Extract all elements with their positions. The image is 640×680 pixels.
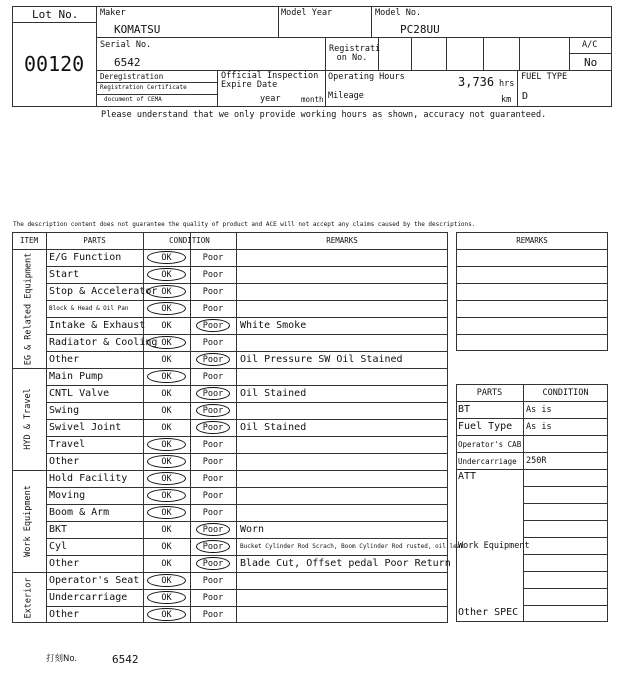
right-condition-value: As is [526,422,552,432]
ok-option[interactable]: OK [161,525,172,535]
disclaimer: The description content does not guarantee the quality of product and ACE will not accept any claims caused by the descriptions. [13,221,476,228]
ok-selected-mark [147,438,186,451]
other-spec-label: Other SPEC [458,607,519,618]
ac-label: A/C [582,40,598,50]
poor-option[interactable]: Poor [202,440,224,450]
ok-option[interactable]: OK [161,474,172,484]
poor-option[interactable]: Poor [202,593,224,603]
fuel-type-label: FUEL TYPE [521,72,568,82]
part-name: Swing [49,405,80,416]
ok-option[interactable]: OK [161,321,172,331]
cema-label: document of CEMA [104,96,162,103]
part-name: Undercarriage [49,592,128,603]
ok-option[interactable]: OK [161,440,172,450]
deregistration-label: Deregistration [100,72,164,81]
ok-option[interactable]: OK [161,593,172,603]
part-name: Boom & Arm [49,507,110,518]
part-name: Intake & Exhaust [49,320,146,331]
right-part-name: BT [458,404,471,415]
right-condition-header: CONDITION [542,388,589,398]
remarks-header: REMARKS [326,236,358,245]
remark-text: Worn [240,524,265,535]
poor-option[interactable]: Poor [202,559,224,569]
maker-label: Maker [100,8,126,18]
remark-text: Bucket Cylinder Rod Scrach, Boom Cylinder Rod rusted, oil leak [240,543,464,550]
work-equipment-label: Work Equipment [458,541,530,551]
serial-label: Serial No. [100,40,152,50]
part-name: Other [49,609,80,620]
ok-option[interactable]: OK [161,389,172,399]
lot-label: Lot No. [32,8,79,21]
right-parts-header: PARTS [476,388,503,398]
mileage-label: Mileage [328,91,364,101]
ok-selected-mark [147,251,186,264]
remark-text: Oil Pressure SW Oil Stained [240,354,403,365]
ok-option[interactable]: OK [161,287,172,297]
remark-text: White Smoke [240,320,307,331]
poor-option[interactable]: Poor [202,270,224,280]
poor-selected-mark [196,523,230,536]
poor-selected-mark [196,421,230,434]
poor-selected-mark [196,557,230,570]
model-no-value: PC28UU [400,23,440,36]
ok-option[interactable]: OK [161,576,172,586]
ok-option[interactable]: OK [161,406,172,416]
ok-option[interactable]: OK [161,304,172,314]
ok-option[interactable]: OK [161,457,172,467]
poor-option[interactable]: Poor [202,338,224,348]
ok-selected-mark [147,268,186,281]
poor-selected-mark [196,540,230,553]
part-name: Cyl [49,541,68,552]
poor-option[interactable]: Poor [202,457,224,467]
ok-selected-mark [147,608,186,621]
part-name: E/G Function [49,252,122,263]
poor-selected-mark [196,387,230,400]
ok-option[interactable]: OK [161,542,172,552]
poor-option[interactable]: Poor [202,372,224,382]
part-name: Main Pump [49,371,104,382]
poor-option[interactable]: Poor [202,576,224,586]
year-label: year [260,94,281,104]
hours-notice: Please understand that we only provide working hours as shown, accuracy not guaranteed. [101,110,547,120]
part-name: Other [49,456,80,467]
fuel-type-value: D [522,91,529,102]
remark-text: Blade Cut, Offset pedal Poor Return [240,558,451,569]
ok-option[interactable]: OK [161,559,172,569]
poor-option[interactable]: Poor [202,321,224,331]
registration-label: Registrati on No. [329,44,381,64]
att-label: ATT [458,471,477,482]
poor-option[interactable]: Poor [202,525,224,535]
inspection-label: Official Inspection [221,71,319,81]
right-condition-value: As is [526,405,552,415]
ok-option[interactable]: OK [161,253,172,263]
operating-hours-value: 3,736 [458,75,495,89]
ok-option[interactable]: OK [161,270,172,280]
poor-option[interactable]: Poor [202,474,224,484]
ok-selected-mark [147,574,186,587]
maker-value: KOMATSU [114,23,161,36]
part-name: Hold Facility [49,473,128,484]
part-name: Swivel Joint [49,422,122,433]
ok-selected-mark [147,489,186,502]
ok-selected-mark [147,591,186,604]
poor-option[interactable]: Poor [202,610,224,620]
lot-number: 00120 [24,52,85,76]
ok-option[interactable]: OK [161,610,172,620]
ok-option[interactable]: OK [161,491,172,501]
poor-option[interactable]: Poor [202,304,224,314]
poor-selected-mark [196,353,230,366]
group-label: Exterior [23,577,33,618]
km-label: km [501,95,512,105]
group-label: HYD & Travel [23,388,33,450]
ok-option[interactable]: OK [161,423,172,433]
part-name: Moving [49,490,86,501]
right-remarks-header: REMARKS [516,236,548,245]
poor-option[interactable]: Poor [202,423,224,433]
ok-option[interactable]: OK [161,508,172,518]
ok-selected-mark [147,336,186,349]
part-name: Operator's Seat [49,575,140,586]
model-year-label: Model Year [281,8,333,18]
part-name: Radiator & Cooling [49,337,158,348]
right-part-name: Undercarriage [458,457,517,466]
group-label: Work Equipment [23,485,33,557]
part-name: Other [49,354,80,365]
group-label: EG & Related Equipment [23,252,33,365]
ok-option[interactable]: OK [161,338,172,348]
poor-option[interactable]: Poor [202,406,224,416]
part-name: BKT [49,524,68,535]
ok-option[interactable]: OK [161,372,172,382]
poor-option[interactable]: Poor [202,508,224,518]
parts-header: PARTS [83,236,106,245]
poor-option[interactable]: Poor [202,253,224,263]
part-name: Travel [49,439,86,450]
poor-option[interactable]: Poor [202,355,224,365]
month-label: month [301,95,324,104]
poor-selected-mark [196,319,230,332]
poor-option[interactable]: Poor [202,287,224,297]
right-part-name: Operator's CAB [458,440,522,449]
ok-selected-mark [147,302,186,315]
ok-selected-mark [147,455,186,468]
serial-value: 6542 [114,56,141,69]
model-no-label: Model No. [375,8,422,18]
ok-selected-mark [147,285,186,298]
remark-text: Oil Stained [240,388,307,399]
expire-date-label: Expire Date [221,80,278,90]
stamp-value: 6542 [112,653,139,666]
poor-selected-mark [196,404,230,417]
ok-selected-mark [147,472,186,485]
condition-header: CONDITION [169,236,210,245]
ac-value: No [584,56,598,69]
operating-hours-label: Operating Hours [328,72,405,82]
hrs-label: hrs [499,79,515,89]
part-name: Block & Head & Oil Pan [49,305,129,312]
right-condition-value: 250R [526,456,547,466]
part-name: CNTL Valve [49,388,110,399]
part-name: Other [49,558,80,569]
stamp-label: 打刻No. [46,654,78,664]
ok-option[interactable]: OK [161,355,172,365]
registration-certificate-label: Registration Certificate [100,84,187,91]
poor-option[interactable]: Poor [202,389,224,399]
part-name: Stop & Accelerator [49,286,158,297]
poor-option[interactable]: Poor [202,491,224,501]
ok-selected-mark [147,506,186,519]
item-header: ITEM [19,236,39,245]
part-name: Start [49,269,80,280]
ok-selected-mark [147,370,186,383]
poor-option[interactable]: Poor [202,542,224,552]
remark-text: Oil Stained [240,422,307,433]
right-part-name: Fuel Type [458,421,513,432]
